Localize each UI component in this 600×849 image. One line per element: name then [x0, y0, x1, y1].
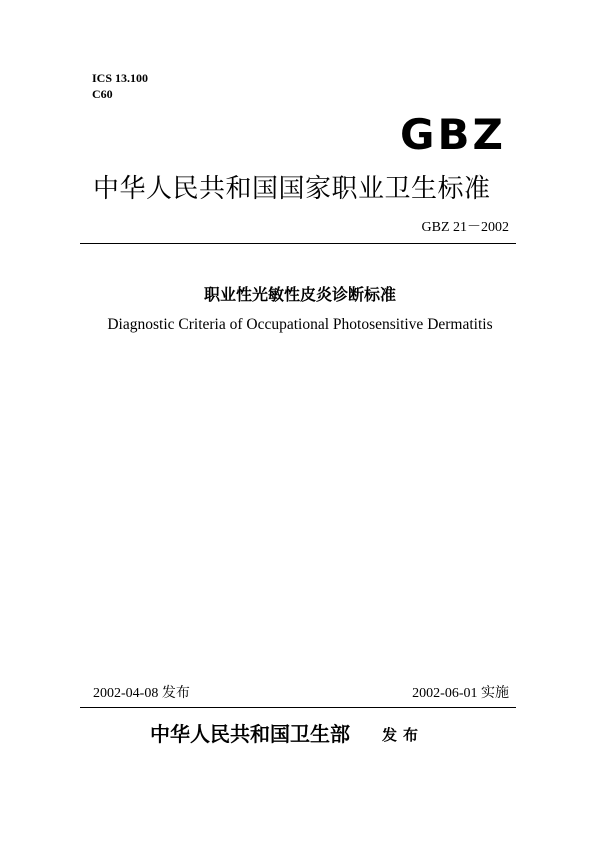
- issue-action-label: 发布: [382, 726, 425, 744]
- document-title-english: Diagnostic Criteria of Occupational Photosensitive Dermatitis: [107, 316, 493, 333]
- implementation-date: 2002-06-01 实施: [412, 686, 509, 701]
- standard-title: 中华人民共和国国家职业卫生标准: [93, 174, 491, 204]
- issue-date: 2002-04-08 发布: [93, 686, 190, 701]
- top-divider: [80, 243, 516, 244]
- gbz-logo: GBZ: [400, 110, 506, 159]
- issuing-authority: 中华人民共和国卫生部: [150, 722, 350, 746]
- classification-code: C60: [92, 87, 113, 101]
- standard-number: GBZ 21－2002: [421, 220, 509, 235]
- ics-code: ICS 13.100: [92, 71, 149, 85]
- bottom-divider: [80, 707, 516, 708]
- document-title-chinese: 职业性光敏性皮炎诊断标准: [203, 285, 396, 304]
